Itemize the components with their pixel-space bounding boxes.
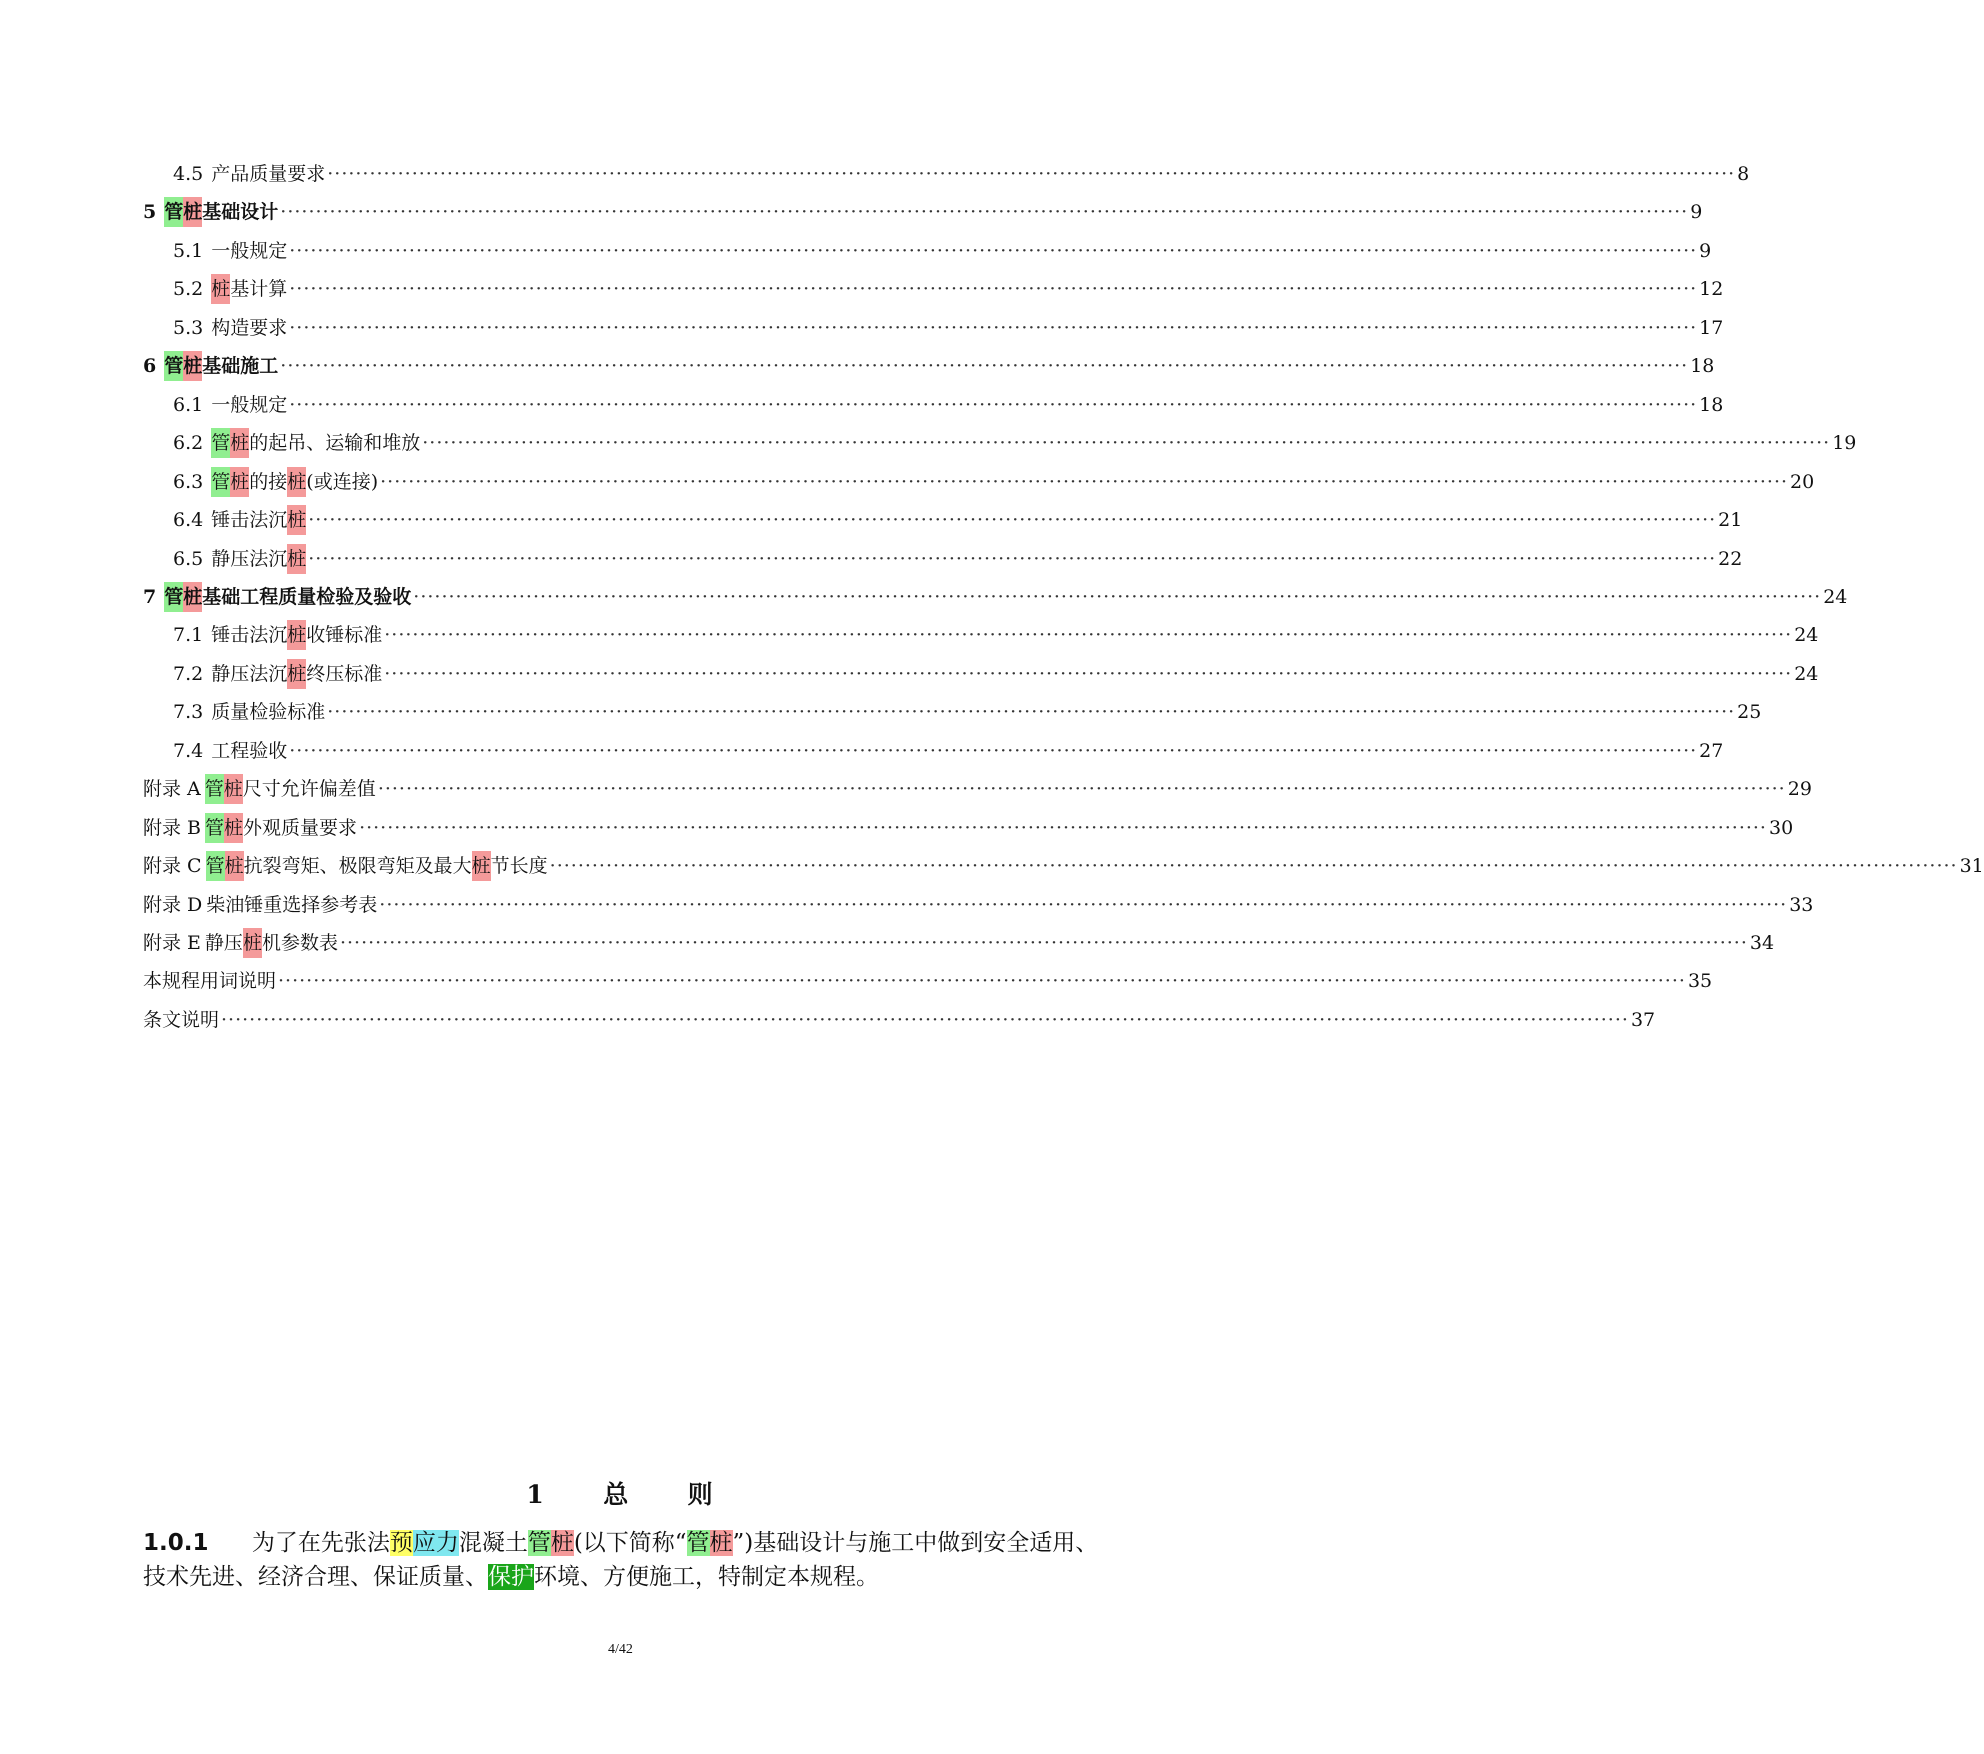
- toc-leader-dots: ········································································································································································································: [327, 701, 1736, 724]
- toc-entry-number: 6.1: [173, 393, 204, 416]
- toc-leader-dots: ········································································································································································································: [308, 509, 1717, 532]
- toc-entry-page: 35: [1687, 970, 1713, 993]
- toc-entry-page: 27: [1699, 739, 1724, 762]
- toc-entry-title-segment: 桩: [183, 351, 202, 381]
- toc-entry-title-segment: 质量检验标准: [211, 701, 326, 724]
- chapter-title-char-1: 总: [603, 1480, 631, 1509]
- toc-entry-number: 附录 C: [143, 855, 202, 878]
- toc-entry-number: 5: [143, 201, 157, 224]
- toc-entry-title-segment: 桩: [225, 851, 244, 881]
- toc-entry-number: 附录 E: [143, 932, 201, 954]
- page-indicator: 4/42: [608, 1642, 633, 1657]
- toc-entry-title-segment: 桩: [287, 467, 306, 497]
- toc-entry-title-segment: 锤击法沉: [211, 624, 288, 647]
- toc-leader-dots: ········································································································································································································: [278, 970, 1686, 993]
- toc-entry[interactable]: [173, 159, 1750, 189]
- toc-entry-title-segment: 一般规定: [211, 393, 288, 416]
- toc-entry-title-segment: 桩: [224, 813, 243, 843]
- toc-entry-title-segment: 管: [205, 774, 224, 804]
- toc-entry-title-segment: 静压法沉: [211, 662, 288, 685]
- toc-entry-title-segment: 的接: [249, 470, 288, 493]
- toc-entry-number: 附录 D: [143, 893, 203, 916]
- toc-entry[interactable]: [173, 467, 1815, 497]
- toc-leader-dots: ········································································································································································································: [280, 201, 1689, 224]
- toc-entry-number: 7.3: [173, 701, 204, 724]
- toc-entry[interactable]: [143, 851, 1984, 881]
- toc-entry-title-segment: 静压法沉: [211, 547, 288, 570]
- toc-entry-number: 附录 B: [143, 816, 202, 839]
- toc-entry-title-segment: 桩: [243, 928, 262, 958]
- toc-entry[interactable]: [173, 736, 1724, 766]
- toc-entry-number: 5.3: [173, 316, 204, 339]
- clause-number: 1.0.1: [143, 1530, 209, 1556]
- toc-entry-number: 7.4: [173, 739, 204, 762]
- toc-leader-dots: ········································································································································································································: [308, 547, 1717, 570]
- toc-entry-number: 7: [143, 585, 157, 608]
- toc-entry-title-segment: 桩: [230, 467, 249, 497]
- toc-entry-title-segment: 节长度: [490, 855, 548, 878]
- toc-entry-title-segment: 桩: [211, 274, 230, 304]
- toc-entry[interactable]: [143, 890, 1814, 920]
- toc-entry-title-segment: 管: [206, 851, 225, 881]
- toc-entry-page: 24: [1794, 662, 1819, 685]
- toc-entry[interactable]: [143, 582, 1848, 612]
- clause-text-segment: 管: [686, 1530, 710, 1556]
- toc-entry[interactable]: [173, 505, 1743, 535]
- clause-paragraph: [143, 1526, 1103, 1594]
- toc-entry[interactable]: [143, 351, 1715, 381]
- toc-entry-page: 24: [1823, 585, 1848, 608]
- toc-entry[interactable]: [173, 313, 1724, 343]
- toc-entry-title-segment: 一般规定: [211, 239, 288, 262]
- toc-leader-dots: ········································································································································································································: [289, 316, 1698, 339]
- clause-text-segment: 应力: [412, 1530, 459, 1556]
- toc-leader-dots: ········································································································································································································: [422, 432, 1831, 455]
- toc-entry-number: 6.5: [173, 547, 204, 570]
- toc-entry-title-segment: 工程验收: [211, 739, 288, 762]
- toc-entry-title-segment: 基计算: [230, 278, 288, 301]
- toc-entry-page: 9: [1690, 201, 1703, 224]
- page-footer: [0, 1642, 1241, 1658]
- toc-entry-title-segment: 桩: [287, 544, 306, 574]
- toc-entry[interactable]: [173, 274, 1724, 304]
- toc-entry-page: 8: [1737, 163, 1750, 185]
- toc-entry[interactable]: [173, 428, 1857, 458]
- toc-entry-title-segment: 桩: [287, 620, 306, 650]
- toc-entry-page: 25: [1737, 701, 1762, 724]
- toc-leader-dots: ········································································································································································································: [377, 778, 1786, 801]
- toc-entry-title-segment: (或连接): [306, 470, 379, 493]
- toc-entry[interactable]: [143, 774, 1812, 804]
- toc-entry[interactable]: [143, 813, 1794, 843]
- toc-entry-page: 31: [1959, 855, 1984, 878]
- toc-entry[interactable]: [143, 1005, 1656, 1035]
- toc-entry-title-segment: 机参数表: [261, 932, 338, 954]
- toc-entry-title-segment: 桩: [230, 428, 249, 458]
- toc-leader-dots: ········································································································································································································: [549, 855, 1958, 878]
- toc-entry-page: 17: [1699, 316, 1724, 339]
- toc-entry-number: 7.1: [173, 624, 204, 647]
- toc-entry-page: 29: [1787, 778, 1812, 801]
- toc-entry-number: 7.2: [173, 662, 204, 685]
- clause-text-segment: (以下简称“: [573, 1530, 687, 1556]
- toc-entry-title-segment: 管: [205, 813, 224, 843]
- toc-entry-title-segment: 管: [164, 351, 183, 381]
- toc-entry-page: 37: [1630, 1008, 1656, 1031]
- toc-entry-page: 18: [1690, 355, 1715, 378]
- toc-entry-number: 6.3: [173, 470, 204, 493]
- toc-entry-title-segment: 产品质量要求: [211, 163, 326, 185]
- toc-leader-dots: ········································································································································································································: [384, 624, 1793, 647]
- toc-leader-dots: ········································································································································································································: [289, 393, 1698, 416]
- chapter-title-char-2: 则: [687, 1480, 715, 1509]
- toc-entry[interactable]: [143, 197, 1703, 227]
- toc-entry-page: 24: [1794, 624, 1819, 647]
- toc-entry-title-segment: 外观质量要求: [243, 816, 358, 839]
- toc-entry-number: 6.4: [173, 509, 204, 532]
- clause-text-segment: 管: [527, 1530, 551, 1556]
- toc-leader-dots: ········································································································································································································: [379, 893, 1788, 916]
- toc-entry[interactable]: [173, 620, 1819, 650]
- toc-entry-page: 34: [1749, 932, 1775, 954]
- toc-entry-number: 5.1: [173, 239, 204, 262]
- toc-entry-title-segment: 静压: [204, 932, 243, 954]
- toc-entry-title-segment: 基础工程质量检验及验收: [202, 585, 412, 608]
- toc-entry-title-segment: 尺寸允许偏差值: [242, 778, 376, 801]
- toc-entry-number: 4.5: [173, 163, 204, 185]
- toc-leader-dots: ········································································································································································································: [413, 585, 1822, 608]
- toc-entry-number: 附录 A: [143, 778, 201, 801]
- toc-entry-title-segment: 桩: [287, 659, 306, 689]
- toc-entry[interactable]: [173, 236, 1712, 266]
- toc-entry-title-segment: 基础设计: [202, 201, 279, 224]
- toc-entry[interactable]: [173, 390, 1724, 420]
- toc-entry[interactable]: [173, 697, 1762, 727]
- toc-entry-title-segment: 抗裂弯矩、极限弯矩及最大: [243, 855, 472, 878]
- toc-entry[interactable]: [173, 544, 1743, 574]
- toc-entry[interactable]: [143, 966, 1713, 996]
- toc-entry-number: 5.2: [173, 278, 204, 301]
- toc-entry-page: 33: [1789, 893, 1814, 916]
- toc-leader-dots: ········································································································································································································: [384, 662, 1793, 685]
- toc-entry-page: 9: [1699, 239, 1712, 262]
- clause-text-segment: 保护: [488, 1564, 534, 1590]
- toc-entry-page: 19: [1832, 432, 1857, 455]
- clause-text-segment: 桩: [709, 1530, 733, 1556]
- toc-entry-title-segment: 的起吊、运输和堆放: [249, 432, 421, 455]
- clause-text-segment: ”)基础设计与施工中做到安全适用、技术先进、经济合理、保证质量、: [143, 1530, 1099, 1590]
- toc-entry-title-segment: 终压标准: [306, 662, 383, 685]
- toc-leader-dots: ········································································································································································································: [339, 932, 1748, 954]
- toc-entry-title-segment: 本规程用词说明: [143, 970, 277, 993]
- toc-entry-page: 12: [1699, 278, 1724, 301]
- toc-entry-title-segment: 管: [211, 467, 230, 497]
- toc-entry-title-segment: 桩: [224, 774, 243, 804]
- toc-entry-title-segment: 管: [211, 428, 230, 458]
- toc-entry-number: 6.2: [173, 432, 204, 455]
- chapter-title: [0, 1475, 1241, 1511]
- toc-entry-title-segment: 构造要求: [211, 316, 288, 339]
- toc-entry-number: 6: [143, 355, 157, 378]
- toc-entry-page: 22: [1718, 547, 1743, 570]
- toc-entry-title-segment: 收锤标准: [306, 624, 383, 647]
- toc-entry-title-segment: 桩: [472, 851, 491, 881]
- toc-entry-page: 18: [1699, 393, 1724, 416]
- toc-leader-dots: ········································································································································································································: [380, 470, 1789, 493]
- toc-entry-page: 20: [1790, 470, 1815, 493]
- toc-leader-dots: ········································································································································································································: [289, 739, 1698, 762]
- chapter-number: 1: [526, 1480, 546, 1509]
- clause-text-segment: 桩: [550, 1530, 574, 1556]
- toc-entry-title-segment: 管: [164, 582, 183, 612]
- toc-leader-dots: ········································································································································································································: [289, 239, 1698, 262]
- toc-entry-title-segment: 桩: [287, 505, 306, 535]
- toc-leader-dots: ········································································································································································································: [359, 816, 1767, 839]
- toc-entry-title-segment: 桩: [183, 197, 202, 227]
- toc-leader-dots: ········································································································································································································: [289, 278, 1698, 301]
- clause-text-segment: 混凝土: [458, 1530, 528, 1556]
- toc-entry[interactable]: [143, 928, 1775, 958]
- clause-text-segment: 预: [389, 1530, 413, 1556]
- toc-leader-dots: ········································································································································································································: [221, 1008, 1629, 1031]
- toc-entry-title-segment: 条文说明: [143, 1008, 220, 1031]
- toc-entry-title-segment: 管: [164, 197, 183, 227]
- toc-entry-title-segment: 锤击法沉: [211, 509, 288, 532]
- toc-leader-dots: ········································································································································································································: [327, 163, 1736, 185]
- toc-entry-page: 30: [1768, 816, 1794, 839]
- toc-entry-title-segment: 柴油锤重选择参考表: [206, 893, 378, 916]
- toc-entry-title-segment: 基础施工: [202, 355, 279, 378]
- clause-text-segment: 为了在先张法: [251, 1530, 390, 1556]
- toc-entry-page: 21: [1718, 509, 1743, 532]
- clause-text-segment: 环境、方便施工，特制定本规程。: [534, 1564, 879, 1590]
- toc-entry-title-segment: 桩: [183, 582, 202, 612]
- toc-leader-dots: ········································································································································································································: [280, 355, 1689, 378]
- toc-entry[interactable]: [173, 659, 1819, 689]
